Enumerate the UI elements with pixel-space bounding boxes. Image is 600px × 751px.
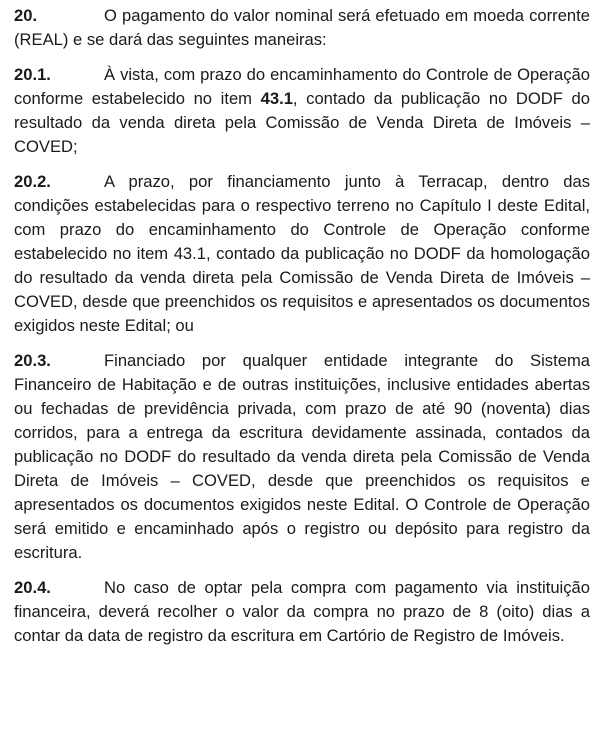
clause-text: A prazo, por financiamento junto à Terracap, dentro das condições estabelecidas para o respectivo terreno no Capítulo I deste Edital, com prazo do encaminhamento do Controle de Operação conforme estabelecido no item 43.1, contado da publicação no DODF da homologação do resultado da venda direta pela Comissão de Venda Direta de Imóveis – COVED, desde que preenchidos os requisitos e apresentados os documentos exigidos neste Edital; ou bbox=[14, 172, 590, 335]
clause-20-3 bbox=[14, 349, 590, 565]
item-reference: 43.1 bbox=[260, 89, 293, 108]
clause-text: Financiado por qualquer entidade integrante do Sistema Financeiro de Habitação e de outras instituições, inclusive entidades abertas ou fechadas de previdência privada, com prazo de até 90 (noventa) dias corridos, para a entrega da escritura devidamente assinada, contados da publicação no DODF do resultado da venda direta pela Comissão de Venda Direta de Imóveis – COVED, desde que preenchidos os requisitos e apresentados os documentos exigidos neste Edital. O Controle de Operação será emitido e encaminhado após o registro ou depósito para registro da escritura. bbox=[14, 351, 590, 562]
clause-text: À vista, com prazo do encaminhamento do Controle de Operação conforme estabelecido no item bbox=[14, 65, 590, 108]
clause-20-2 bbox=[14, 170, 590, 338]
clause-number: 20. bbox=[14, 6, 38, 25]
clause-number: 20.3. bbox=[14, 351, 51, 370]
clause-20 bbox=[14, 4, 590, 52]
clause-number: 20.2. bbox=[14, 172, 51, 191]
clause-text: O pagamento do valor nominal será efetuado em moeda corrente (REAL) e se dará das seguintes maneiras: bbox=[14, 6, 590, 49]
clause-text: No caso de optar pela compra com pagamento via instituição financeira, deverá recolher o valor da compra no prazo de 8 (oito) dias a contar da data de registro da escritura em Cartório de Registro de Imóveis. bbox=[14, 578, 590, 645]
document-body bbox=[14, 4, 590, 659]
clause-text-continued: , contado da publicação no DODF do resultado da venda direta pela Comissão de Venda Direta de Imóveis – COVED; bbox=[14, 89, 590, 156]
clause-number: 20.1. bbox=[14, 65, 51, 84]
clause-number: 20.4. bbox=[14, 578, 51, 597]
clause-20-4 bbox=[14, 576, 590, 648]
clause-20-1 bbox=[14, 63, 590, 159]
